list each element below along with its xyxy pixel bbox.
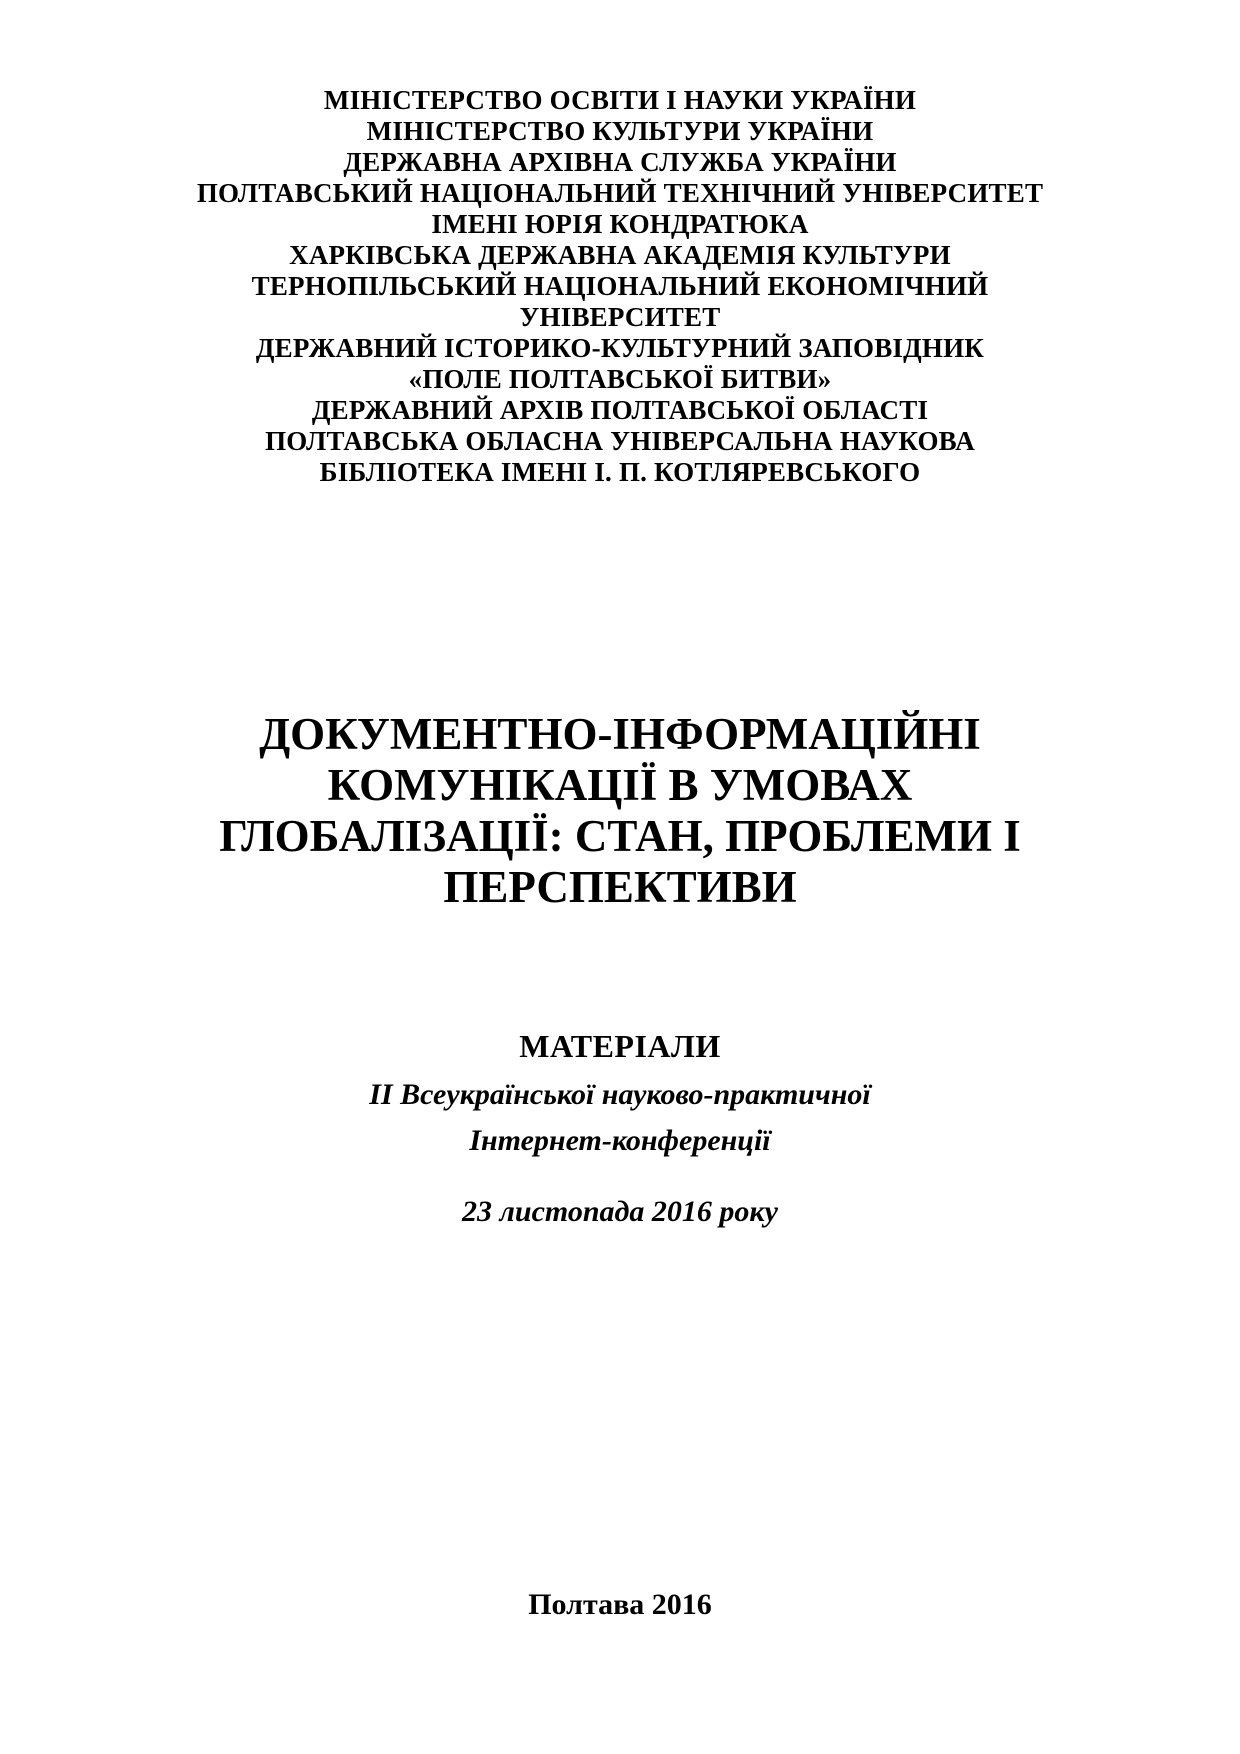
organization-line: ПОЛТАВСЬКИЙ НАЦІОНАЛЬНИЙ ТЕХНІЧНИЙ УНІВЕРСИТЕТ	[196, 178, 1044, 208]
conference-subtitle-line: ІІ Всеукраїнської науково-практичної	[369, 1078, 871, 1111]
organization-line: ХАРКІВСЬКА ДЕРЖАВНА АКАДЕМІЯ КУЛЬТУРИ	[289, 240, 951, 270]
conference-title-line: ПЕРСПЕКТИВИ	[443, 862, 797, 912]
organization-line: «ПОЛЕ ПОЛТАВСЬКОЇ БИТВИ»	[408, 364, 832, 394]
materials-label: МАТЕРІАЛИ	[519, 1028, 721, 1064]
organization-line: БІБЛІОТЕКА ІМЕНІ І. П. КОТЛЯРЕВСЬКОГО	[319, 457, 921, 487]
conference-subtitle-line: Інтернет-конференції	[469, 1124, 771, 1157]
conference-subtitle	[0, 1072, 1240, 1164]
imprint-place-year: Полтава 2016	[528, 1588, 712, 1621]
organization-line: УНІВЕРСИТЕТ	[519, 302, 721, 332]
organizations-header	[0, 85, 1240, 488]
conference-title-line: ДОКУМЕНТНО-ІНФОРМАЦІЙНІ	[259, 709, 981, 759]
organization-line: ІМЕНІ ЮРІЯ КОНДРАТЮКА	[431, 209, 809, 239]
organization-line: ПОЛТАВСЬКА ОБЛАСНА УНІВЕРСАЛЬНА НАУКОВА	[265, 426, 975, 456]
organization-line: ДЕРЖАВНИЙ АРХІВ ПОЛТАВСЬКОЇ ОБЛАСТІ	[311, 395, 929, 425]
conference-title	[0, 709, 1240, 913]
organization-line: ДЕРЖАВНИЙ ІСТОРИКО-КУЛЬТУРНИЙ ЗАПОВІДНИК	[255, 333, 985, 363]
conference-date: 23 листопада 2016 року	[462, 1195, 778, 1228]
conference-title-line: КОМУНІКАЦІЇ В УМОВАХ	[327, 760, 913, 810]
organization-line: ТЕРНОПІЛЬСЬКИЙ НАЦІОНАЛЬНИЙ ЕКОНОМІЧНИЙ	[251, 271, 989, 301]
organization-line: МІНІСТЕРСТВО ОСВІТИ І НАУКИ УКРАЇНИ	[323, 85, 917, 115]
conference-title-line: ГЛОБАЛІЗАЦІЇ: СТАН, ПРОБЛЕМИ І	[219, 811, 1021, 861]
organization-line: МІНІСТЕРСТВО КУЛЬТУРИ УКРАЇНИ	[366, 116, 874, 146]
organization-line: ДЕРЖАВНА АРХІВНА СЛУЖБА УКРАЇНИ	[343, 147, 897, 177]
